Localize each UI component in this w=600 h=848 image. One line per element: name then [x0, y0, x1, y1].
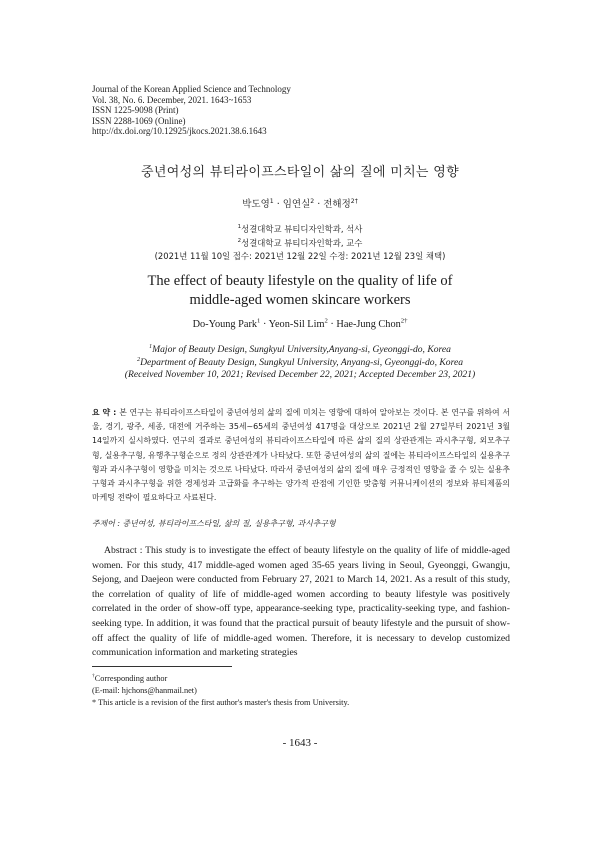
page-number: - 1643 - — [282, 737, 318, 749]
korean-authors — [0, 196, 600, 210]
korean-dates: (2021년 11월 10일 접수: 2021년 12월 22일 수정: 2021년 12월 23일 채택) — [154, 251, 446, 261]
corresponding-text: Corresponding author — [94, 674, 168, 683]
english-affiliations — [0, 344, 600, 382]
author-sup: 2 — [310, 197, 315, 205]
author-separator: · — [273, 199, 283, 210]
corresponding-author — [92, 673, 349, 685]
korean-abstract — [92, 406, 510, 505]
english-title-line: The effect of beauty lifestyle on the quality of life of — [147, 273, 453, 289]
english-dates: (Received November 10, 2021; Revised December 22, 2021; Accepted December 23, 2021) — [124, 369, 476, 381]
author-separator: · — [260, 319, 269, 330]
footnote-divider — [92, 666, 232, 667]
affiliation-sup: 2 — [237, 237, 242, 244]
author-name: Do-Young Park — [192, 319, 258, 330]
footnotes — [92, 673, 349, 708]
affiliation-text: 성결대학교 뷰티디자인학과, 교수 — [241, 237, 363, 248]
korean-abstract-text: 본 연구는 뷰티라이프스타일이 중년여성의 삶의 질에 미치는 영향에 대하여 알아보는 것이다. 본 연구를 위하여 서울, 경기, 광주, 세종, 대전에 거주하는 35세~65세의 중년여성 417명을 대상으로 2021년 2월 27일부터 2021년 3월 14일까지 실시하였다. 연구의 결과로 중년여성의 뷰티라이프스타일에 따른 삶의 질의 상관관계는 과시추구형, 외모추구형, 실용추구형, 유행추구형순으로 정의 상관관계가 나타났다. 또한 중년여성의 삶의 질에는 뷰티라이프스타일의 실용추구형과 과시추구형이 영향을 미치는 것으로 나타났다. 따라서 중년여성의 삶의 질에 매우 긍정적인 영향을 줄 수 있는 실용추구형과 과시추구형을 위한 경제성과 고급화를 추구하는 양가적 관점에 기인한 맞춤형 커뮤니케이션의 정보와 뷰티제품의 마케팅 전략이 필요하다고 사료된다. — [92, 408, 510, 503]
author-name: 전해정 — [323, 199, 351, 210]
korean-title: 중년여성의 뷰티라이프스타일이 삶의 질에 미치는 영향 — [141, 165, 459, 180]
korean-abstract-label: 요 약 : — [92, 408, 120, 417]
corresponding-mark: † — [92, 673, 95, 680]
affiliation — [0, 357, 600, 370]
affiliation — [0, 223, 600, 237]
author-name: 임연실 — [282, 199, 311, 210]
journal-header — [92, 84, 291, 137]
affiliation — [0, 344, 600, 357]
issn-online: ISSN 2288-1069 (Online) — [92, 115, 186, 126]
korean-keywords: 주제어 : 중년여성, 뷰티라이프스타일, 삶의 질, 실용추구형, 과시추구형 — [92, 519, 336, 528]
author-name: Yeon-Sil Lim — [268, 319, 325, 330]
english-abstract — [92, 544, 510, 661]
issn-print: ISSN 1225-9098 (Print) — [92, 105, 179, 116]
author-separator: · — [327, 319, 337, 330]
author-sup: 2† — [350, 197, 358, 205]
english-title-line: middle-aged women skincare workers — [189, 292, 411, 308]
author-sup: 2 — [324, 317, 328, 325]
corresponding-email[interactable]: (E-mail: hjchons@hanmail.net) — [92, 685, 197, 695]
affiliation-text: Department of Beauty Design, Sungkyul University, Anyang-si, Gyeonggi-do, Korea — [140, 356, 464, 368]
affiliation-text: 성결대학교 뷰티디자인학과, 석사 — [241, 224, 363, 234]
author-sup: 2† — [400, 317, 408, 325]
author-sup: 1 — [269, 197, 274, 205]
affiliation-sup: 2 — [136, 355, 141, 363]
doi-link[interactable]: http://dx.doi.org/10.12925/jkocs.2021.38.6.1643 — [92, 126, 267, 137]
affiliation-text: Major of Beauty Design, Sungkyul University,Anyang-si, Gyeonggi-do, Korea — [152, 344, 451, 355]
author-name: Hae-Jung Chon — [336, 319, 401, 330]
author-name: 박도영 — [242, 199, 270, 210]
english-title — [0, 272, 600, 310]
journal-volume: Vol. 38, No. 6. December, 2021. 1643~1653 — [92, 94, 252, 105]
journal-name: Journal of the Korean Applied Science and Technology — [92, 84, 291, 94]
english-abstract-label: Abstract : — [104, 545, 146, 556]
author-separator: · — [314, 199, 324, 210]
english-abstract-text: This study is to investigate the effect of beauty lifestyle on the quality of life of middle-aged women. For this study, 417 middle-aged women aged 35-65 years living in Seoul, Gyeonggi, Gwangju, Sejong, and Daejeon were conducted from February 27, 2021 to March 14, 2021. As a result of this study, the correlation of quality of life of middle-aged women according to beauty lifestyle was positively correlated in the order of show-off type, appearance-seeking type, practicality-seeking type, and fashion-seeking type. In addition, it was found that the practical pursuit of beauty lifestyle and the pursuit of show-off affect the quality of life of middle-aged women. Therefore, it is necessary to develop customized communication information and marketing strategies — [92, 545, 510, 659]
affiliation-sup: 1 — [237, 224, 242, 231]
affiliation-sup: 1 — [149, 342, 153, 350]
korean-affiliations — [0, 223, 600, 264]
affiliation — [0, 237, 600, 251]
author-sup: 1 — [257, 317, 261, 325]
english-authors — [0, 319, 600, 330]
revision-note: * This article is a revision of the first author's master's thesis from University. — [92, 697, 350, 707]
